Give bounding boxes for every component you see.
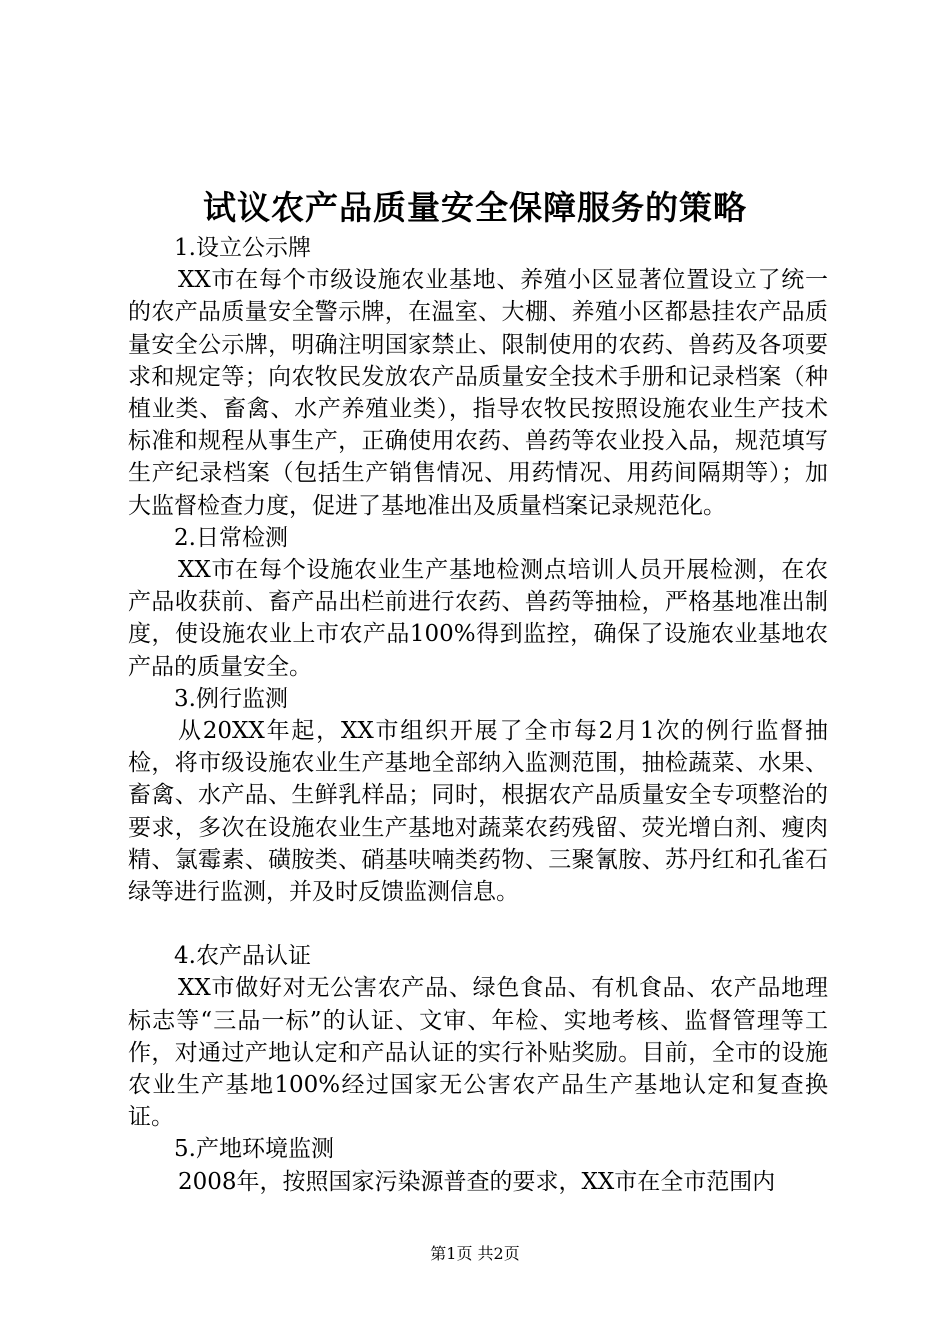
section-heading-5: 5.产地环境监测: [174, 1136, 334, 1163]
section-heading-4: 4.农产品认证: [174, 943, 311, 970]
section-paragraph-5: 2008年，按照国家污染源普查的要求，XX市在全市范围内: [178, 1168, 776, 1195]
document-title: 试议农产品质量安全保障服务的策略: [203, 188, 747, 227]
paragraph-spacer: [128, 908, 828, 940]
section-heading-2: 2.日常检测: [174, 524, 288, 551]
document-body: [128, 232, 828, 1198]
page-footer: 第1页 共2页: [430, 1244, 520, 1263]
section-paragraph-1: XX市在每个市级设施农业基地、养殖小区显著位置设立了统一的农产品质量安全警示牌，在温室、大棚、养殖小区都悬挂农产品质量安全公示牌，明确注明国家禁止、限制使用的农药、兽药及各项要求和规定等；向农牧民发放农产品质量安全技术手册和记录档案（种植业类、畜禽、水产养殖业类），指导农牧民按照设施农业生产技术标准和规程从事生产，正确使用农药、兽药等农业投入品，规范填写生产纪录档案（包括生产销售情况、用药情况、用药间隔期等）；加大监督检查力度，促进了基地准出及质量档案记录规范化。: [128, 267, 828, 519]
section-paragraph-3: 从20XX年起，XX市组织开展了全市每2月1次的例行监督抽检，将市级设施农业生产基地全部纳入监测范围，抽检蔬菜、水果、畜禽、水产品、生鲜乳样品；同时，根据农产品质量安全专项整治的要求，多次在设施农业生产基地对蔬菜农药残留、荧光增白剂、瘦肉精、氯霉素、磺胺类、硝基呋喃类药物、三聚氰胺、苏丹红和孔雀石绿等进行监测，并及时反馈监测信息。: [128, 718, 828, 906]
section-paragraph-4: XX市做好对无公害农产品、绿色食品、有机食品、农产品地理标志等“三品一标”的认证、文审、年检、实地考核、监督管理等工作，对通过产地认定和产品认证的实行补贴奖励。目前，全市的设施农业生产基地100%经过国家无公害农产品生产基地认定和复查换证。: [128, 975, 828, 1131]
section-heading-3: 3.例行监测: [174, 685, 288, 712]
section-paragraph-2: XX市在每个设施农业生产基地检测点培训人员开展检测，在农产品收获前、畜产品出栏前进行农药、兽药等抽检，严格基地准出制度，使设施农业上市农产品100%得到监控，确保了设施农业基地农产品的质量安全。: [128, 557, 828, 680]
section-heading-1: 1.设立公示牌: [174, 235, 311, 261]
